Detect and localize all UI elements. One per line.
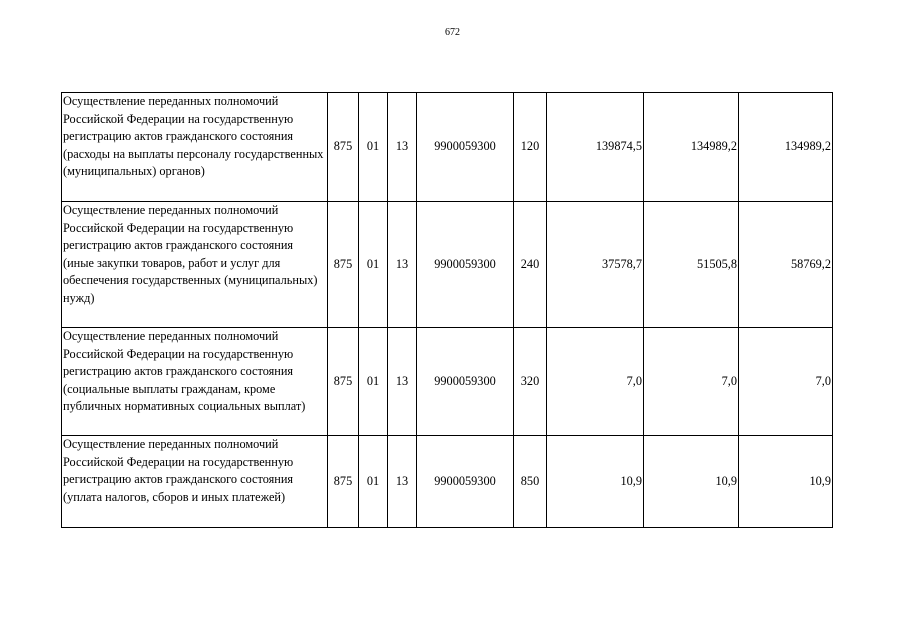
amount-3-cell: 134989,2 (739, 93, 833, 202)
subsection-cell: 13 (388, 202, 417, 328)
amount-2-cell: 7,0 (644, 328, 739, 436)
target-article-cell: 9900059300 (417, 436, 514, 528)
amount-2-cell: 134989,2 (644, 93, 739, 202)
section-cell: 01 (359, 93, 388, 202)
expense-type-cell: 850 (514, 436, 547, 528)
budget-table (61, 92, 833, 528)
page-number: 672 (445, 27, 460, 38)
amount-3-cell: 10,9 (739, 436, 833, 528)
amount-1-cell: 139874,5 (547, 93, 644, 202)
subsection-cell: 13 (388, 328, 417, 436)
table-row (62, 202, 833, 328)
target-article-cell: 9900059300 (417, 93, 514, 202)
amount-2-cell: 10,9 (644, 436, 739, 528)
amount-2-cell: 51505,8 (644, 202, 739, 328)
ministry-cell: 875 (328, 436, 359, 528)
description-cell: Осуществление переданных полномочий Российской Федерации на государственную регистрацию актов гражданского состояния (иные закупки товаров, работ и услуг для обеспечения государственных (муниципальных) нужд) (62, 202, 328, 328)
target-article-cell: 9900059300 (417, 202, 514, 328)
section-cell: 01 (359, 328, 388, 436)
ministry-cell: 875 (328, 202, 359, 328)
amount-3-cell: 7,0 (739, 328, 833, 436)
description-cell: Осуществление переданных полномочий Российской Федерации на государственную регистрацию актов гражданского состояния (уплата налогов, сборов и иных платежей) (62, 436, 328, 528)
amount-1-cell: 37578,7 (547, 202, 644, 328)
ministry-cell: 875 (328, 93, 359, 202)
amount-1-cell: 10,9 (547, 436, 644, 528)
subsection-cell: 13 (388, 93, 417, 202)
target-article-cell: 9900059300 (417, 328, 514, 436)
table-row (62, 436, 833, 528)
table-row (62, 328, 833, 436)
expense-type-cell: 120 (514, 93, 547, 202)
table-row (62, 93, 833, 202)
subsection-cell: 13 (388, 436, 417, 528)
section-cell: 01 (359, 436, 388, 528)
description-cell: Осуществление переданных полномочий Российской Федерации на государственную регистрацию актов гражданского состояния (расходы на выплаты персоналу государственных (муниципальных) органов) (62, 93, 328, 202)
expense-type-cell: 320 (514, 328, 547, 436)
expense-type-cell: 240 (514, 202, 547, 328)
amount-3-cell: 58769,2 (739, 202, 833, 328)
table-body (62, 93, 833, 528)
ministry-cell: 875 (328, 328, 359, 436)
description-cell: Осуществление переданных полномочий Российской Федерации на государственную регистрацию актов гражданского состояния (социальные выплаты гражданам, кроме публичных нормативных социальных выплат) (62, 328, 328, 436)
amount-1-cell: 7,0 (547, 328, 644, 436)
section-cell: 01 (359, 202, 388, 328)
